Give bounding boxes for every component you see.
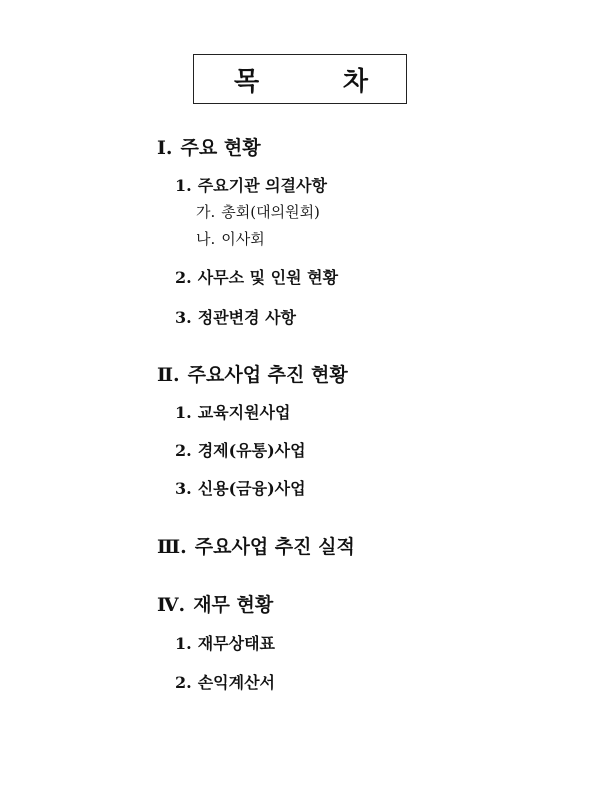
toc-section-4-numeral: Ⅳ.	[157, 594, 186, 616]
toc-item-2-3[interactable]	[175, 481, 306, 497]
toc-item-2-2[interactable]	[175, 443, 306, 459]
toc-item-label: 신용(금융)사업	[197, 479, 306, 498]
toc-item-label: 교육지원사업	[197, 403, 291, 422]
toc-item-label: 손익계산서	[197, 673, 275, 692]
toc-section-2-numeral: Ⅱ.	[157, 364, 180, 386]
toc-subitem-marker: 나.	[196, 230, 216, 248]
toc-item-1-1[interactable]	[175, 178, 327, 194]
toc-subitem-1-1-b[interactable]	[196, 232, 265, 247]
toc-subitem-marker: 가.	[196, 203, 216, 221]
toc-section-1-label: 주요 현황	[180, 137, 261, 159]
toc-section-4-label: 재무 현황	[193, 594, 274, 616]
toc-item-label: 정관변경 사항	[197, 308, 297, 327]
toc-item-number: 1.	[175, 403, 192, 422]
toc-section-3-label: 주요사업 추진 실적	[194, 536, 355, 558]
toc-item-label: 경제(유통)사업	[197, 441, 306, 460]
toc-section-3-numeral: Ⅲ.	[157, 536, 187, 558]
toc-section-4[interactable]	[157, 596, 273, 615]
toc-item-4-2[interactable]	[175, 675, 275, 691]
toc-subitem-label: 총회(대의원회)	[221, 203, 320, 221]
toc-item-label: 재무상태표	[197, 634, 275, 653]
toc-item-number: 1.	[175, 634, 192, 653]
toc-subitem-label: 이사회	[221, 230, 265, 248]
toc-item-label: 사무소 및 인원 현황	[197, 268, 339, 287]
toc-section-2-label: 주요사업 추진 현황	[187, 364, 348, 386]
toc-title-char-1: 목	[234, 66, 260, 97]
toc-section-1-numeral: Ⅰ.	[157, 137, 173, 159]
toc-title-char-2: 차	[342, 66, 368, 97]
toc-item-label: 주요기관 의결사항	[197, 176, 327, 195]
toc-item-2-1[interactable]	[175, 405, 290, 421]
toc-section-3[interactable]	[157, 538, 355, 557]
toc-subitem-1-1-a[interactable]	[196, 205, 320, 220]
toc-item-1-2[interactable]	[175, 270, 338, 286]
toc-section-1[interactable]	[157, 139, 261, 158]
toc-section-2[interactable]	[157, 366, 348, 385]
toc-item-number: 3.	[175, 479, 192, 498]
toc-item-number: 2.	[175, 268, 192, 287]
toc-item-number: 3.	[175, 308, 192, 327]
toc-item-number: 2.	[175, 441, 192, 460]
toc-item-1-3[interactable]	[175, 310, 296, 326]
toc-item-4-1[interactable]	[175, 636, 275, 652]
toc-item-number: 1.	[175, 176, 192, 195]
toc-item-number: 2.	[175, 673, 192, 692]
